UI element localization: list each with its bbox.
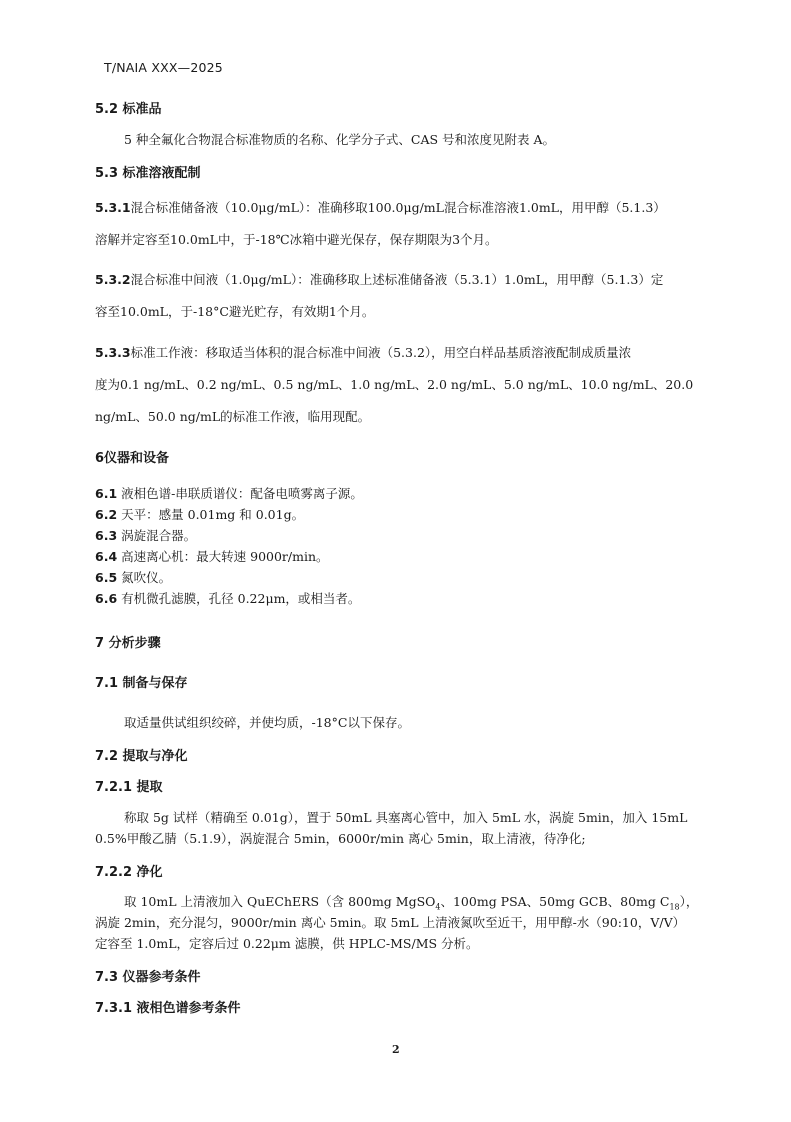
- heading-5-3: 5.3 标准溶液配制: [95, 166, 201, 181]
- item-text: 涡旋混合器。: [121, 528, 197, 543]
- heading-7-3: 7.3 仪器参考条件: [95, 970, 201, 985]
- clause-5-3-2-line-1: [95, 270, 663, 288]
- paragraph-7-2-2-line-2: 涡旋 2min，充分混匀，9000r/min 离心 5min。取 5mL 上清液氮吹至近干，用甲醇-水（90:10，V/V）: [95, 915, 686, 930]
- list-item: [95, 589, 360, 607]
- item-number: 6.5: [95, 570, 118, 585]
- clause-5-3-1-line-1: [95, 198, 666, 216]
- list-item: [95, 547, 329, 565]
- clause-5-3-3-line-1: [95, 343, 631, 361]
- heading-7-2-1: 7.2.1 提取: [95, 780, 163, 795]
- item-text: 氮吹仪。: [121, 570, 172, 585]
- subscript: 4: [435, 902, 441, 912]
- item-number: 6.6: [95, 591, 118, 606]
- heading-7-3-1: 7.3.1 液相色谱参考条件: [95, 1001, 241, 1016]
- item-number: 6.1: [95, 486, 118, 501]
- item-text: 高速离心机：最大转速 9000r/min。: [121, 549, 329, 564]
- document-code: T/NAIA XXX—2025: [104, 60, 223, 75]
- text-segment: ），: [679, 894, 699, 909]
- heading-7: 7 分析步骤: [95, 636, 161, 651]
- item-text: 天平：感量 0.01mg 和 0.01g。: [121, 507, 305, 522]
- item-number: 6.2: [95, 507, 118, 522]
- page-number: 2: [392, 1043, 400, 1056]
- list-item: [95, 526, 196, 544]
- clause-text: 混合标准储备液（10.0μg/mL）：准确移取100.0μg/mL混合标准溶液1.0mL，用甲醇（5.1.3）: [130, 200, 666, 215]
- clause-number: 5.3.3: [95, 345, 131, 360]
- heading-7-2-2: 7.2.2 净化: [95, 865, 163, 880]
- clause-text: 标准工作液：移取适当体积的混合标准中间液（5.3.2），用空白样品基质溶液配制成质量浓: [130, 345, 632, 360]
- text-segment: 、100mg PSA、50mg GCB、80mg C: [440, 894, 670, 909]
- clause-5-3-1-line-2: 溶解并定容至10.0mL中，于-18℃冰箱中避光保存，保存期限为3个月。: [95, 232, 498, 247]
- clause-5-3-3-line-3: ng/mL、50.0 ng/mL的标准工作液，临用现配。: [95, 409, 371, 424]
- clause-5-3-2-line-2: 容至10.0mL，于-18°C避光贮存，有效期1个月。: [95, 304, 375, 319]
- item-text: 液相色谱-串联质谱仪：配备电喷雾离子源。: [121, 486, 363, 501]
- paragraph-7-1: 取适量供试组织绞碎，并使均质，-18°C以下保存。: [124, 715, 410, 730]
- list-item: [95, 505, 304, 523]
- paragraph-7-2-2-line-1: [124, 892, 698, 912]
- paragraph-7-2-1-line-2: 0.5%甲酸乙腈（5.1.9），涡旋混合 5min，6000r/min 离心 5min，取上清液，待净化;: [95, 831, 586, 846]
- paragraph-7-2-1-line-1: 称取 5g 试样（精确至 0.01g），置于 50mL 具塞离心管中，加入 5mL 水，涡旋 5min，加入 15mL: [124, 810, 688, 825]
- paragraph-7-2-2-line-3: 定容至 1.0mL，定容后过 0.22μm 滤膜，供 HPLC-MS/MS 分析。: [95, 936, 479, 951]
- item-number: 6.4: [95, 549, 118, 564]
- subscript: 18: [669, 902, 680, 912]
- item-number: 6.3: [95, 528, 118, 543]
- heading-5-2: 5.2 标准品: [95, 102, 162, 117]
- heading-7-1: 7.1 制备与保存: [95, 676, 188, 691]
- list-item: [95, 484, 363, 502]
- clause-5-3-3-line-2: 度为0.1 ng/mL、0.2 ng/mL、0.5 ng/mL、1.0 ng/mL、2.0 ng/mL、5.0 ng/mL、10.0 ng/mL、20.0: [95, 377, 694, 392]
- paragraph-5-2: 5 种全氟化合物混合标准物质的名称、化学分子式、CAS 号和浓度见附表 A。: [124, 132, 556, 147]
- item-text: 有机微孔滤膜，孔径 0.22μm，或相当者。: [121, 591, 361, 606]
- clause-number: 5.3.2: [95, 272, 131, 287]
- text-segment: 取 10mL 上清液加入 QuEChERS（含 800mg MgSO: [124, 894, 436, 909]
- list-item: [95, 568, 171, 586]
- clause-number: 5.3.1: [95, 200, 131, 215]
- clause-text: 混合标准中间液（1.0μg/mL）：准确移取上述标准储备液（5.3.1）1.0mL，用甲醇（5.1.3）定: [130, 272, 664, 287]
- heading-6: 6仪器和设备: [95, 451, 170, 466]
- heading-7-2: 7.2 提取与净化: [95, 749, 188, 764]
